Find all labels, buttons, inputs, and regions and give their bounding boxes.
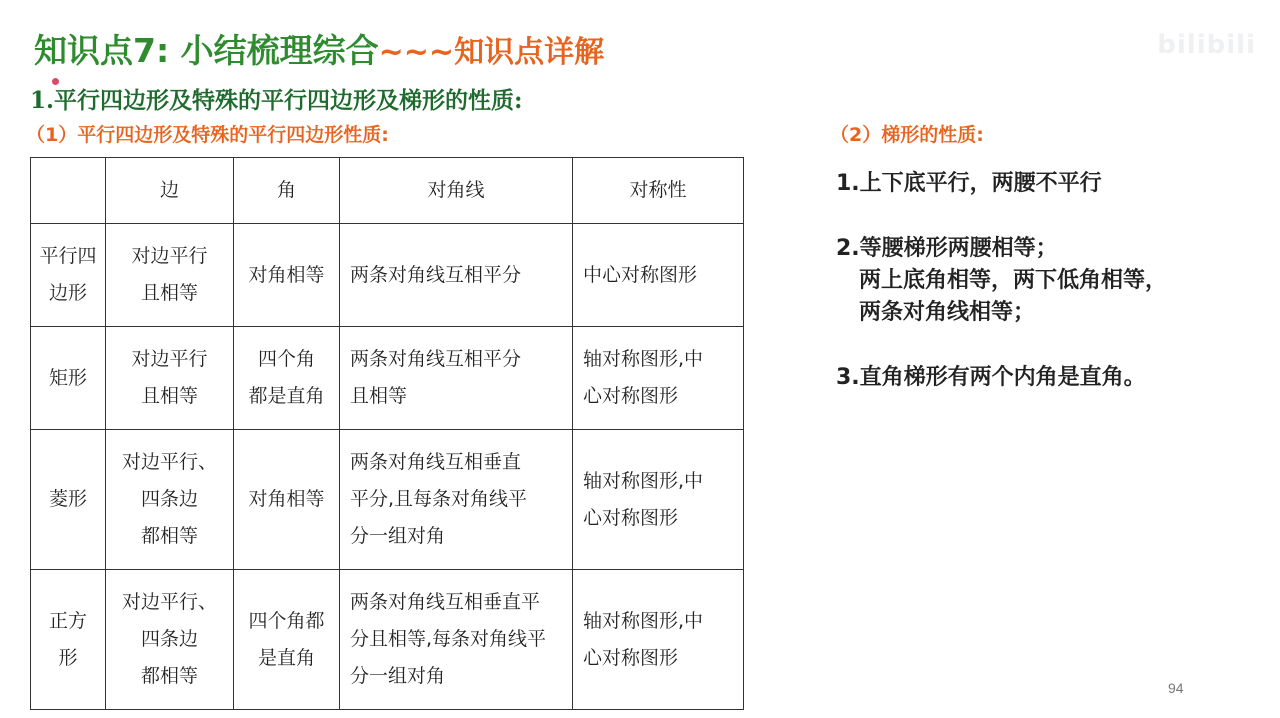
shape-name-cell: 平行四 边形 bbox=[31, 224, 106, 327]
diagonal-cell: 两条对角线互相平分 bbox=[340, 224, 573, 327]
symmetry-cell: 轴对称图形,中 心对称图形 bbox=[573, 570, 744, 710]
side-cell: 对边平行、 四条边 都相等 bbox=[106, 430, 234, 570]
page-number: 94 bbox=[1168, 680, 1184, 696]
table-header-row bbox=[31, 158, 744, 224]
diagonal-cell: 两条对角线互相垂直平 分且相等,每条对角线平 分一组对角 bbox=[340, 570, 573, 710]
table-row bbox=[31, 224, 744, 327]
table-header-cell: 角 bbox=[234, 158, 340, 224]
shape-name-cell: 矩形 bbox=[31, 327, 106, 430]
shape-name-cell: 正方 形 bbox=[31, 570, 106, 710]
properties-table bbox=[30, 157, 744, 710]
diagonal-cell: 两条对角线互相垂直 平分,且每条对角线平 分一组对角 bbox=[340, 430, 573, 570]
symmetry-cell: 轴对称图形,中 心对称图形 bbox=[573, 327, 744, 430]
slide-title bbox=[34, 30, 604, 74]
angle-cell: 对角相等 bbox=[234, 224, 340, 327]
trapezoid-property-1: 1.上下底平行，两腰不平行 bbox=[836, 171, 1102, 196]
table-header-cell: 对称性 bbox=[573, 158, 744, 224]
angle-cell: 四个角都 是直角 bbox=[234, 570, 340, 710]
shape-name-cell: 菱形 bbox=[31, 430, 106, 570]
trapezoid-property-2: 2.等腰梯形两腰相等； 两上底角相等，两下低角相等， 两条对角线相等； bbox=[836, 236, 1167, 325]
angle-cell: 对角相等 bbox=[234, 430, 340, 570]
table-row bbox=[31, 570, 744, 710]
bilibili-watermark: bilibili bbox=[1157, 30, 1256, 60]
trapezoid-property-3: 3.直角梯形有两个内角是直角。 bbox=[836, 365, 1146, 390]
table-header-cell: 边 bbox=[106, 158, 234, 224]
symmetry-cell: 中心对称图形 bbox=[573, 224, 744, 327]
symmetry-cell: 轴对称图形,中 心对称图形 bbox=[573, 430, 744, 570]
title-tail: ~~~知识点详解 bbox=[378, 35, 605, 70]
side-cell: 对边平行 且相等 bbox=[106, 327, 234, 430]
diagonal-cell: 两条对角线互相平分 且相等 bbox=[340, 327, 573, 430]
section-subtitle: 1.平行四边形及特殊的平行四边形及梯形的性质: bbox=[30, 87, 523, 114]
table-row bbox=[31, 327, 744, 430]
title-main: 知识点7: 小结梳理综合 bbox=[34, 31, 379, 70]
trapezoid-heading: （2）梯形的性质: bbox=[830, 124, 984, 146]
table-header-cell bbox=[31, 158, 106, 224]
side-cell: 对边平行 且相等 bbox=[106, 224, 234, 327]
table-row bbox=[31, 430, 744, 570]
side-cell: 对边平行、 四条边 都相等 bbox=[106, 570, 234, 710]
table-header-cell: 对角线 bbox=[340, 158, 573, 224]
parallelogram-heading: （1）平行四边形及特殊的平行四边形性质: bbox=[26, 124, 389, 146]
angle-cell: 四个角 都是直角 bbox=[234, 327, 340, 430]
